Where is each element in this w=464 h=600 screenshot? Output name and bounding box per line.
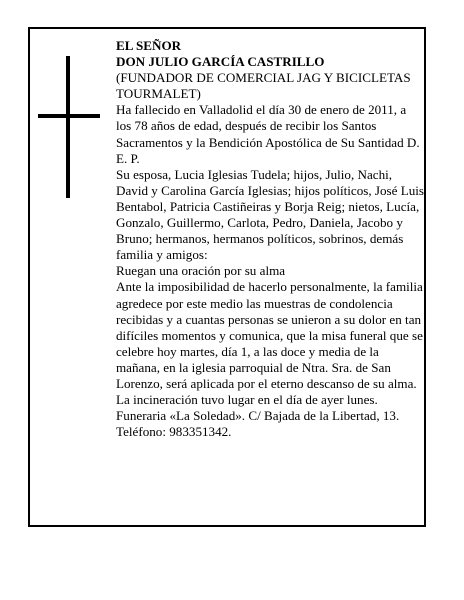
cross-icon — [38, 56, 100, 198]
funeral-home: Funeraria «La Soledad». C/ Bajada de la Libertad, 13. Teléfono: 983351342. — [116, 408, 400, 440]
deceased-role: (FUNDADOR DE COMERCIAL JAG Y BICICLETAS TOURMALET) — [116, 70, 411, 102]
obituary-text — [116, 38, 424, 440]
deceased-name: DON JULIO GARCÍA CASTRILLO — [116, 54, 325, 70]
death-notice: Ha fallecido en Valladolid el día 30 de enero de 2011, a los 78 años de edad, después de recibir los Santos Sacramentos y la Bendición Apostólica de Su Santidad D. E. P. — [116, 102, 420, 166]
obituary-title-line1: EL SEÑOR — [116, 38, 182, 53]
cross-horizontal-bar — [38, 114, 100, 118]
obituary-frame — [28, 27, 426, 527]
cremation-notice: La incineración tuvo lugar en el día de ayer lunes. — [116, 392, 378, 408]
gratitude-notice: Ante la imposibilidad de hacerlo personalmente, la familia agredece por este medio las muestras de condolencia recibidas y a cuantas personas se unieron a su dolor en tan difíciles momentos y comunica, que la misa funeral que se celebre hoy martes, día 1, a las doce y media de la mañana, en la iglesia parroquial de Ntra. Sra. de San Lorenzo, será aplicada por el eterno descanso de su alma. — [116, 279, 423, 391]
cross-vertical-bar — [66, 56, 70, 198]
prayer-request: Ruegan una oración por su alma — [116, 263, 286, 279]
family-list: Su esposa, Lucia Iglesias Tudela; hijos, Julio, Nachi, David y Carolina García Iglesias; hijos políticos, José Luis Bentabol, Patricia Castiñeiras y Borja Reig; nietos, Lucía, Gonzalo, Guillermo, Carlota, Pedro, Daniela, Jacobo y Bruno; hermanos, hermanos políticos, sobrinos, demás familia y amigos: — [116, 166, 425, 263]
